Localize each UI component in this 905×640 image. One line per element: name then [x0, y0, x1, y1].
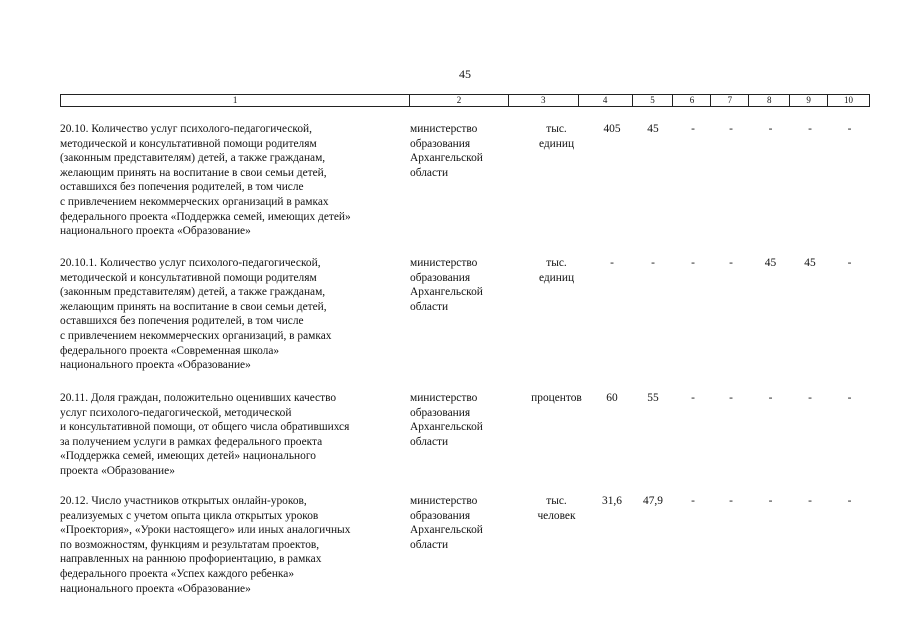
value-col-9: 45: [804, 257, 816, 269]
responsible-org: министерство образования Архангельской области: [410, 123, 483, 179]
value-col-5: -: [651, 257, 655, 269]
value-col-6: -: [691, 392, 695, 404]
value-col-8: -: [768, 495, 773, 507]
indicator-name: 20.10. Количество услуг психолого-педагогической, методической и консультативной помощи родителям (законным представителям) детей, а также гражданам, желающим принять на воспитание в свои семьи детей, оставшихся без попечения родителей, в том числе с привлечением некоммерческих организаций в рамках федерального проекта «Поддержка семей, имеющих детей» национального проекта «Образование»: [60, 123, 351, 238]
indicator-name: 20.12. Число участников открытых онлайн-уроков, реализуемых с учетом опыта цикла открытых уроков «Проектория», «Уроки настоящего» или иных аналогичных по возможностям, функциям и результатам проектов, направленных на раннюю профориентацию, в рамках федерального проекта «Успех каждого ребенка» национального проекта «Образование»: [60, 495, 351, 595]
value-col-8: 45: [764, 257, 777, 269]
value-col-7: -: [729, 257, 733, 269]
value-col-4: -: [610, 257, 614, 269]
value-col-8: -: [768, 123, 773, 135]
value-col-7: -: [729, 495, 733, 507]
header-col-10: 10: [844, 95, 854, 105]
value-col-10: -: [847, 257, 852, 269]
unit: тыс. единиц: [538, 123, 575, 150]
unit: процентов: [531, 392, 582, 404]
header-col-9: 9: [790, 95, 828, 106]
value-col-6: -: [691, 123, 695, 135]
header-col-1: 1: [61, 95, 410, 106]
header-col-3: 3: [509, 95, 579, 106]
value-col-4: 60: [606, 392, 618, 404]
header-col-2: 2: [410, 95, 509, 106]
value-col-5: 45: [647, 123, 659, 135]
value-col-5: 55: [647, 392, 659, 404]
header-col-6: 6: [673, 95, 711, 106]
responsible-org: министерство образования Архангельской области: [410, 257, 483, 313]
indicator-name: 20.11. Доля граждан, положительно оценивших качество услуг психолого-педагогической, методической и консультативной помощи, от общего числа обратившихся за получением услуги в рамках федерального проекта «Поддержка семей, имеющих детей» национального проекта «Образование»: [60, 392, 350, 477]
responsible-org: министерство образования Архангельской области: [410, 392, 483, 448]
value-col-4: 31,6: [602, 495, 622, 507]
value-col-9: -: [808, 123, 812, 135]
header-col-7: 7: [711, 95, 749, 106]
responsible-org: министерство образования Архангельской области: [410, 495, 483, 551]
value-col-5: 47,9: [643, 495, 663, 507]
value-col-8: -: [768, 392, 773, 404]
value-col-10: -: [847, 123, 852, 135]
value-col-9: -: [808, 495, 812, 507]
header-col-4: 4: [579, 95, 633, 106]
table-header: [60, 94, 870, 107]
value-col-4: 405: [603, 123, 621, 135]
value-col-9: -: [808, 392, 812, 404]
value-col-6: -: [691, 257, 695, 269]
header-col-8: 8: [749, 95, 790, 106]
value-col-7: -: [729, 123, 733, 135]
header-col-5: 5: [633, 95, 674, 106]
unit: тыс. единиц: [538, 257, 575, 284]
value-col-7: -: [729, 392, 733, 404]
page-number: 45: [459, 67, 471, 81]
indicator-name: 20.10.1. Количество услуг психолого-педагогической, методической и консультативной помощи родителям (законным представителям) детей, а также гражданам, желающим принять на воспитание в свои семьи детей, оставшихся без попечения родителей, в том числе с привлечением некоммерческих организаций, в рамках федерального проекта «Современная школа» национального проекта «Образование»: [60, 257, 332, 372]
value-col-10: -: [847, 392, 852, 404]
value-col-6: -: [691, 495, 695, 507]
unit: тыс. человек: [537, 495, 576, 522]
value-col-10: -: [847, 495, 852, 507]
